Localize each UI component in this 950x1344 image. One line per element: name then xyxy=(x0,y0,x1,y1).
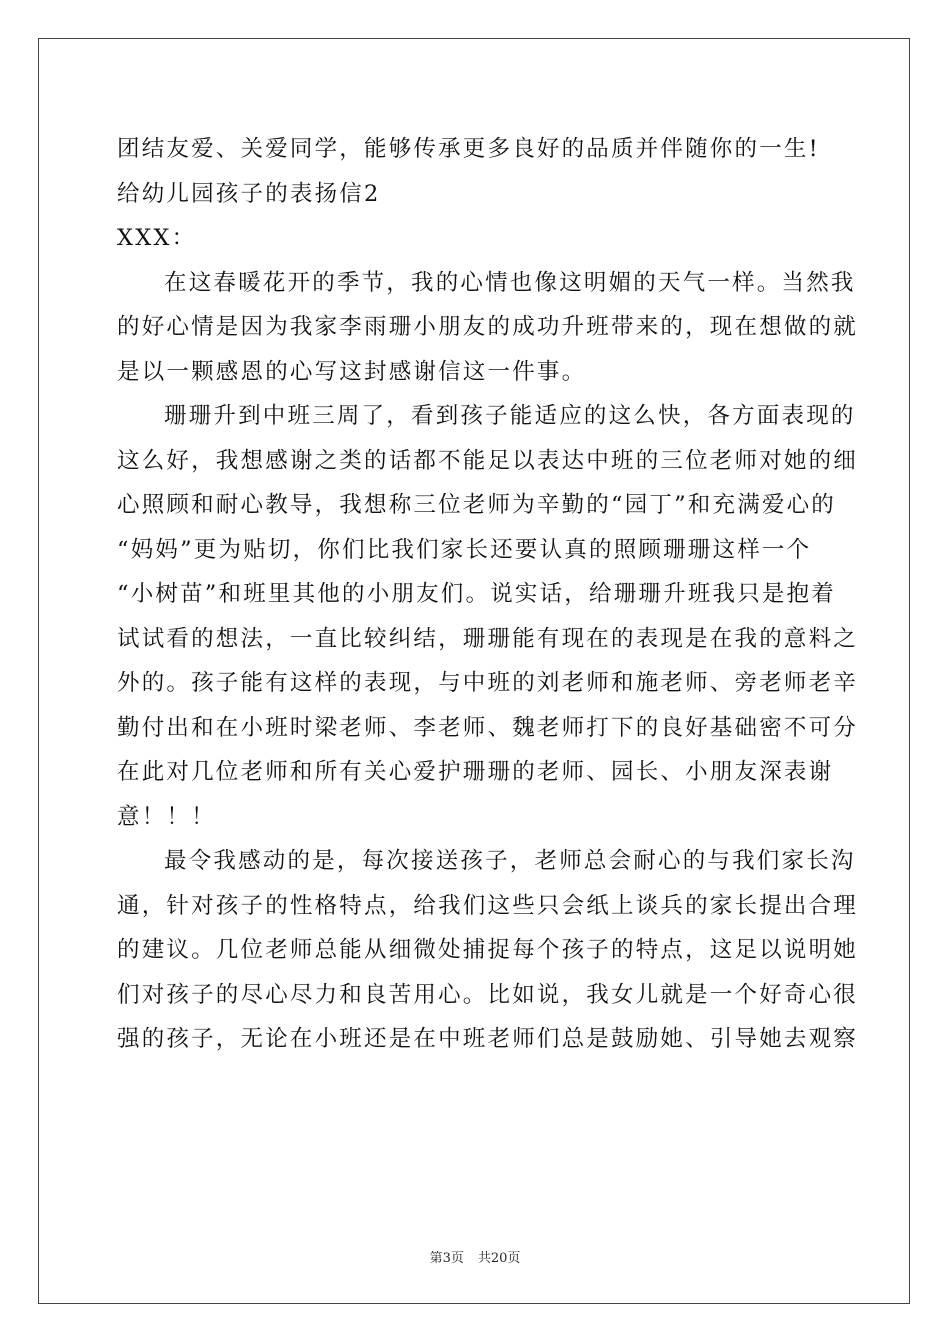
paragraph-3-line-5: 强的孩子，无论在小班还是在中班老师们总是鼓励她、引导她去观察 xyxy=(117,1026,859,1052)
paragraph-3-line-3: 的建议。几位老师总能从细微处捕捉每个孩子的特点，这足以说明她 xyxy=(117,937,859,963)
paragraph-1-line-1: 在这春暖花开的季节，我的心情也像这明媚的天气一样。当然我 xyxy=(164,269,856,296)
paragraph-1-line-2: 的好心情是因为我家李雨珊小朋友的成功升班带来的，现在想做的就 xyxy=(117,314,859,340)
paragraph-2-line-2: 这么好，我想感谢之类的话都不能足以表达中班的三位老师对她的细 xyxy=(117,447,859,474)
page-total: 共20页 xyxy=(477,1251,521,1266)
paragraph-2-line-3: 心照顾和耐心教导，我想称三位老师为辛勤的“园丁”和充满爱心的 xyxy=(117,492,837,518)
paragraph-3-line-2: 通，针对孩子的性格特点，给我们这些只会纸上谈兵的家长提出合理 xyxy=(117,892,859,919)
paragraph-2-line-1: 珊珊升到中班三周了，看到孩子能适应的这么快，各方面表现的 xyxy=(164,403,856,429)
paragraph-1-line-3: 是以一颗感恩的心写这封感谢信这一件事。 xyxy=(117,358,587,385)
paragraph-2-line-4: “妈妈”更为贴切，你们比我们家长还要认真的照顾珊珊这样一个 xyxy=(117,536,812,563)
paragraph-2-line-6: 试试看的想法，一直比较纠结，珊珊能有现在的表现是在我的意料之 xyxy=(117,625,859,652)
paragraph-2-line-5: “小树苗”和班里其他的小朋友们。说实话，给珊珊升班我只是抱着 xyxy=(117,581,837,607)
document-body xyxy=(117,127,859,1062)
page-footer xyxy=(0,1247,950,1266)
salutation: XXX： xyxy=(117,225,197,251)
paragraph-2-line-10: 意！！！ xyxy=(117,803,216,830)
paragraph-2-line-9: 在此对几位老师和所有关心爱护珊珊的老师、园长、小朋友深表谢 xyxy=(117,759,834,785)
paragraph-3-line-4: 们对孩子的尽心尽力和良苦用心。比如说，我女儿就是一个好奇心很 xyxy=(117,981,859,1008)
text-line-1: 团结友爱、关爱同学，能够传承更多良好的品质并伴随你的一生! xyxy=(117,136,820,162)
paragraph-2-line-7: 外的。孩子能有这样的表现，与中班的刘老师和施老师、旁老师老辛 xyxy=(117,670,859,696)
paragraph-3-line-1: 最令我感动的是，每次接送孩子，老师总会耐心的与我们家长沟 xyxy=(164,848,856,874)
document-heading: 给幼儿园孩子的表扬信2 xyxy=(117,180,381,207)
paragraph-2-line-8: 勤付出和在小班时梁老师、李老师、魏老师打下的良好基础密不可分 xyxy=(117,714,859,741)
page-number: 第3页 xyxy=(429,1251,464,1266)
